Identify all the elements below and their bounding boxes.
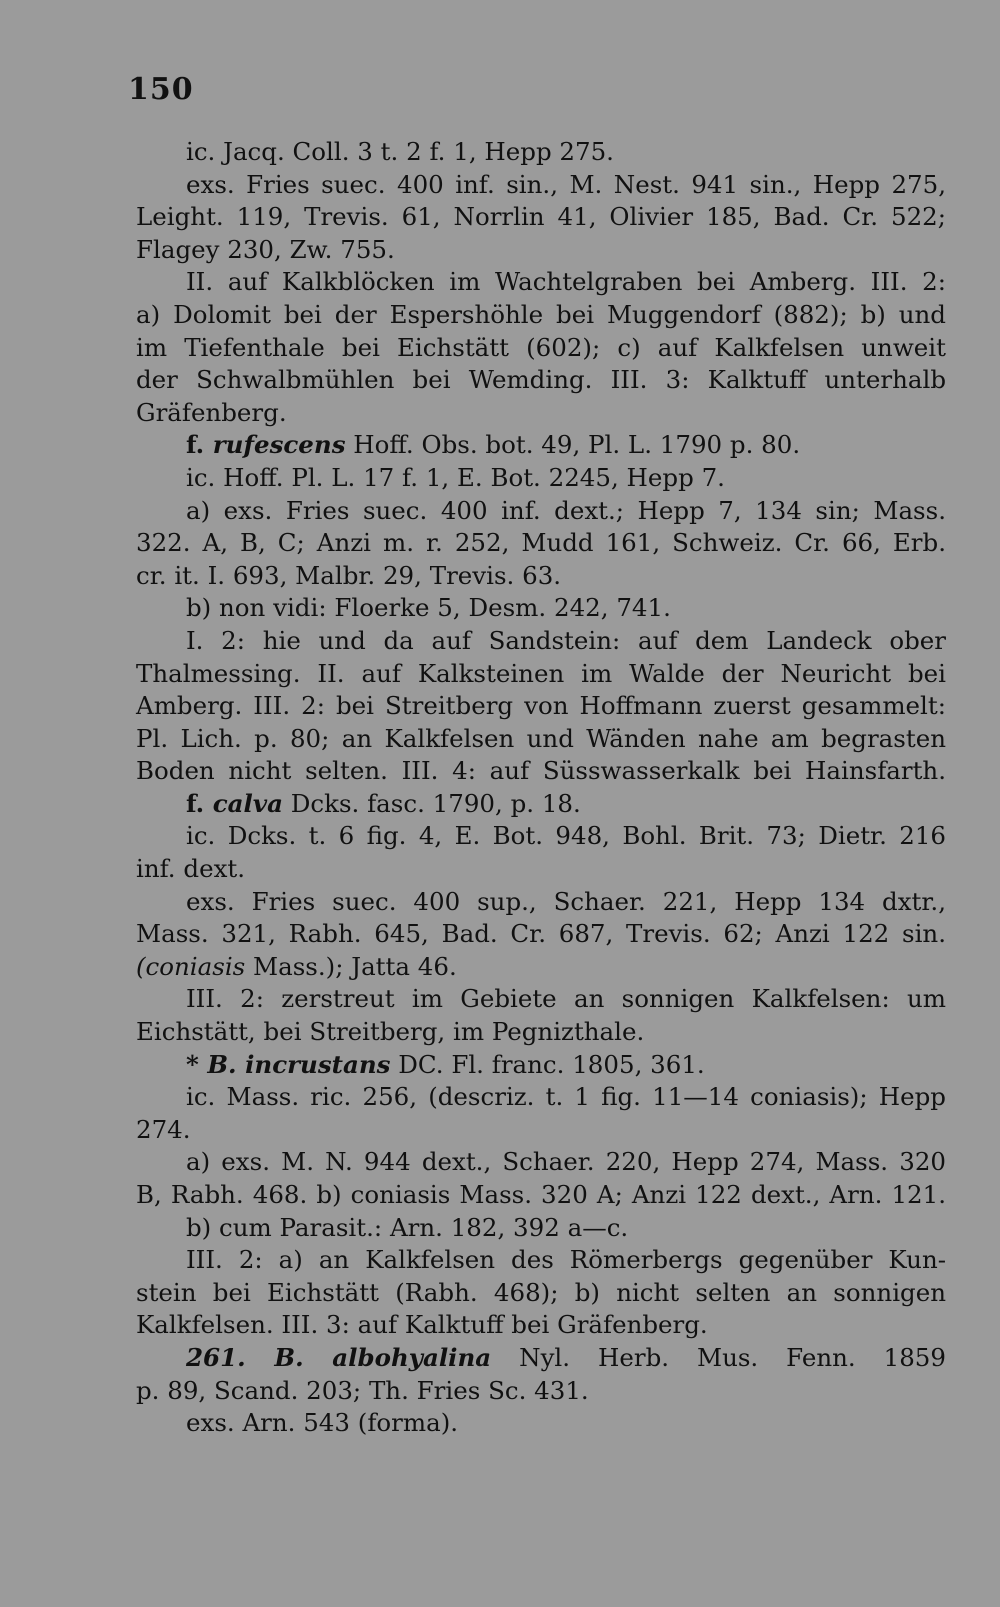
text-line: [136, 1244, 946, 1277]
line-text: B, Rabh. 468. b) coniasis Mass. 320 A; Anzi 122 dext., Arn. 121.: [136, 1180, 946, 1209]
text-line: [136, 1146, 946, 1179]
text-line: [136, 1309, 946, 1342]
text-line: [136, 266, 946, 299]
line-text: stein bei Eichstätt (Rabh. 468); b) nicht selten an sonnigen: [136, 1277, 946, 1307]
text-line: [136, 169, 946, 202]
line-text: Mass.); Jatta 46.: [245, 951, 457, 981]
line-text: exs. Fries suec. 400 inf. sin., M. Nest. 941 sin., Hepp 275,: [186, 169, 946, 199]
text-line: [136, 1277, 946, 1310]
line-text: Pl. Lich. p. 80; an Kalkfelsen und Wänden nahe am begrasten: [136, 723, 946, 753]
line-text: Thalmessing. II. auf Kalksteinen im Walde der Neuricht bei: [136, 658, 946, 688]
line-text: inf. dext.: [136, 854, 246, 884]
text-line: [136, 495, 946, 528]
italic-term: (coniasis: [136, 951, 246, 981]
line-text: a) Dolomit bei der Espershöhle bei Muggendorf (882); b) und: [136, 299, 946, 329]
line-text: b) cum Parasit.: Arn. 182, 392 a—c.: [186, 1212, 629, 1242]
line-text: Eichstätt, bei Streitberg, im Pegnizthale.: [136, 1017, 645, 1047]
line-text: Mass. 321, Rabh. 645, Bad. Cr. 687, Trevis. 62; Anzi 122 sin.: [136, 919, 946, 949]
taxon-name: rufescens: [212, 430, 346, 460]
text-line: [136, 1179, 946, 1212]
body-text: [136, 136, 946, 1440]
text-line: [136, 299, 946, 332]
line-text: III. 2: zerstreut im Gebiete an sonnigen Kalkfelsen: um: [186, 984, 946, 1014]
text-line: [136, 1081, 946, 1114]
text-line: [136, 527, 946, 560]
line-text: Amberg. III. 2: bei Streitberg von Hoffmann zuerst gesammelt:: [136, 691, 946, 721]
line-text: Boden nicht selten. III. 4: auf Süsswasserkalk bei Hainsfarth.: [136, 756, 946, 786]
text-line: [136, 755, 946, 788]
text-line: [136, 234, 946, 267]
taxon-name: calva: [212, 788, 283, 818]
line-text: ic. Mass. ric. 256, (descriz. t. 1 fig. 11—14 coniasis); Hepp: [186, 1082, 946, 1112]
line-text: im Tiefenthale bei Eichstätt (602); c) auf Kalkfelsen unweit: [136, 332, 946, 362]
text-line: [136, 951, 946, 984]
page-number: 150: [128, 72, 194, 107]
line-text: ic. Jacq. Coll. 3 t. 2 f. 1, Hepp 275.: [186, 137, 614, 166]
line-text: Leight. 119, Trevis. 61, Norrlin 41, Olivier 185, Bad. Cr. 522;: [136, 202, 946, 232]
text-line: [136, 1212, 946, 1245]
line-text: 322. A, B, C; Anzi m. r. 252, Mudd 161, Schweiz. Cr. 66, Erb.: [136, 528, 946, 558]
text-line: [136, 1407, 946, 1440]
line-text: ic. Hoff. Pl. L. 17 f. 1, E. Bot. 2245, Hepp 7.: [186, 462, 725, 492]
line-text: b) non vidi: Floerke 5, Desm. 242, 741.: [186, 593, 671, 623]
text-line: [136, 886, 946, 919]
text-line: [136, 1114, 946, 1147]
line-text: p. 89, Scand. 203; Th. Fries Sc. 431.: [136, 1375, 589, 1405]
text-line: [136, 820, 946, 853]
line-prefix: *: [186, 1049, 208, 1079]
line-text: exs. Fries suec. 400 sup., Schaer. 221, Hepp 134 dxtr.,: [186, 886, 946, 916]
text-line: [136, 462, 946, 495]
text-line: [136, 201, 946, 234]
line-text: Dcks. fasc. 1790, p. 18.: [282, 788, 581, 818]
text-line: [136, 364, 946, 397]
line-text: ic. Dcks. t. 6 fig. 4, E. Bot. 948, Bohl. Brit. 73; Dietr. 216: [186, 821, 946, 851]
text-line: [136, 918, 946, 951]
line-text: exs. Arn. 543 (forma).: [186, 1408, 459, 1438]
text-line: [136, 592, 946, 625]
line-prefix: f.: [186, 430, 213, 460]
line-text: III. 2: a) an Kalkfelsen des Römerbergs gegenüber Kun-: [186, 1245, 946, 1275]
text-line: [136, 560, 946, 593]
text-line: [136, 690, 946, 723]
text-line: [136, 397, 946, 430]
line-text: I. 2: hie und da auf Sandstein: auf dem Landeck ober: [186, 625, 946, 655]
line-text: Nyl. Herb. Mus. Fenn. 1859: [491, 1342, 946, 1372]
text-line: [136, 1342, 946, 1375]
text-line: [136, 429, 946, 462]
text-line: [136, 136, 946, 169]
text-line: [136, 332, 946, 365]
line-prefix: f.: [186, 788, 213, 818]
line-text: a) exs. Fries suec. 400 inf. dext.; Hepp 7, 134 sin; Mass.: [186, 495, 946, 525]
line-text: II. auf Kalkblöcken im Wachtelgraben bei Amberg. III. 2:: [186, 267, 946, 297]
line-text: 274.: [136, 1114, 191, 1144]
text-line: [136, 625, 946, 658]
line-text: der Schwalbmühlen bei Wemding. III. 3: Kalktuff unterhalb: [136, 365, 946, 395]
text-line: [136, 1016, 946, 1049]
line-text: a) exs. M. N. 944 dext., Schaer. 220, Hepp 274, Mass. 320: [186, 1147, 946, 1177]
text-line: [136, 1375, 946, 1408]
text-line: [136, 658, 946, 691]
line-text: Gräfenberg.: [136, 397, 287, 427]
text-line: [136, 853, 946, 886]
text-line: [136, 1049, 946, 1082]
line-text: Hoff. Obs. bot. 49, Pl. L. 1790 p. 80.: [345, 430, 801, 460]
line-text: DC. Fl. franc. 1805, 361.: [390, 1049, 705, 1079]
text-line: [136, 723, 946, 756]
taxon-name: 261. B. albohyalina: [186, 1342, 492, 1372]
text-line: [136, 788, 946, 821]
taxon-name: B. incrustans: [207, 1049, 391, 1079]
line-text: Kalkfelsen. III. 3: auf Kalktuff bei Gräfenberg.: [136, 1310, 708, 1340]
line-text: Flagey 230, Zw. 755.: [136, 234, 395, 264]
text-line: [136, 983, 946, 1016]
line-text: cr. it. I. 693, Malbr. 29, Trevis. 63.: [136, 560, 562, 590]
